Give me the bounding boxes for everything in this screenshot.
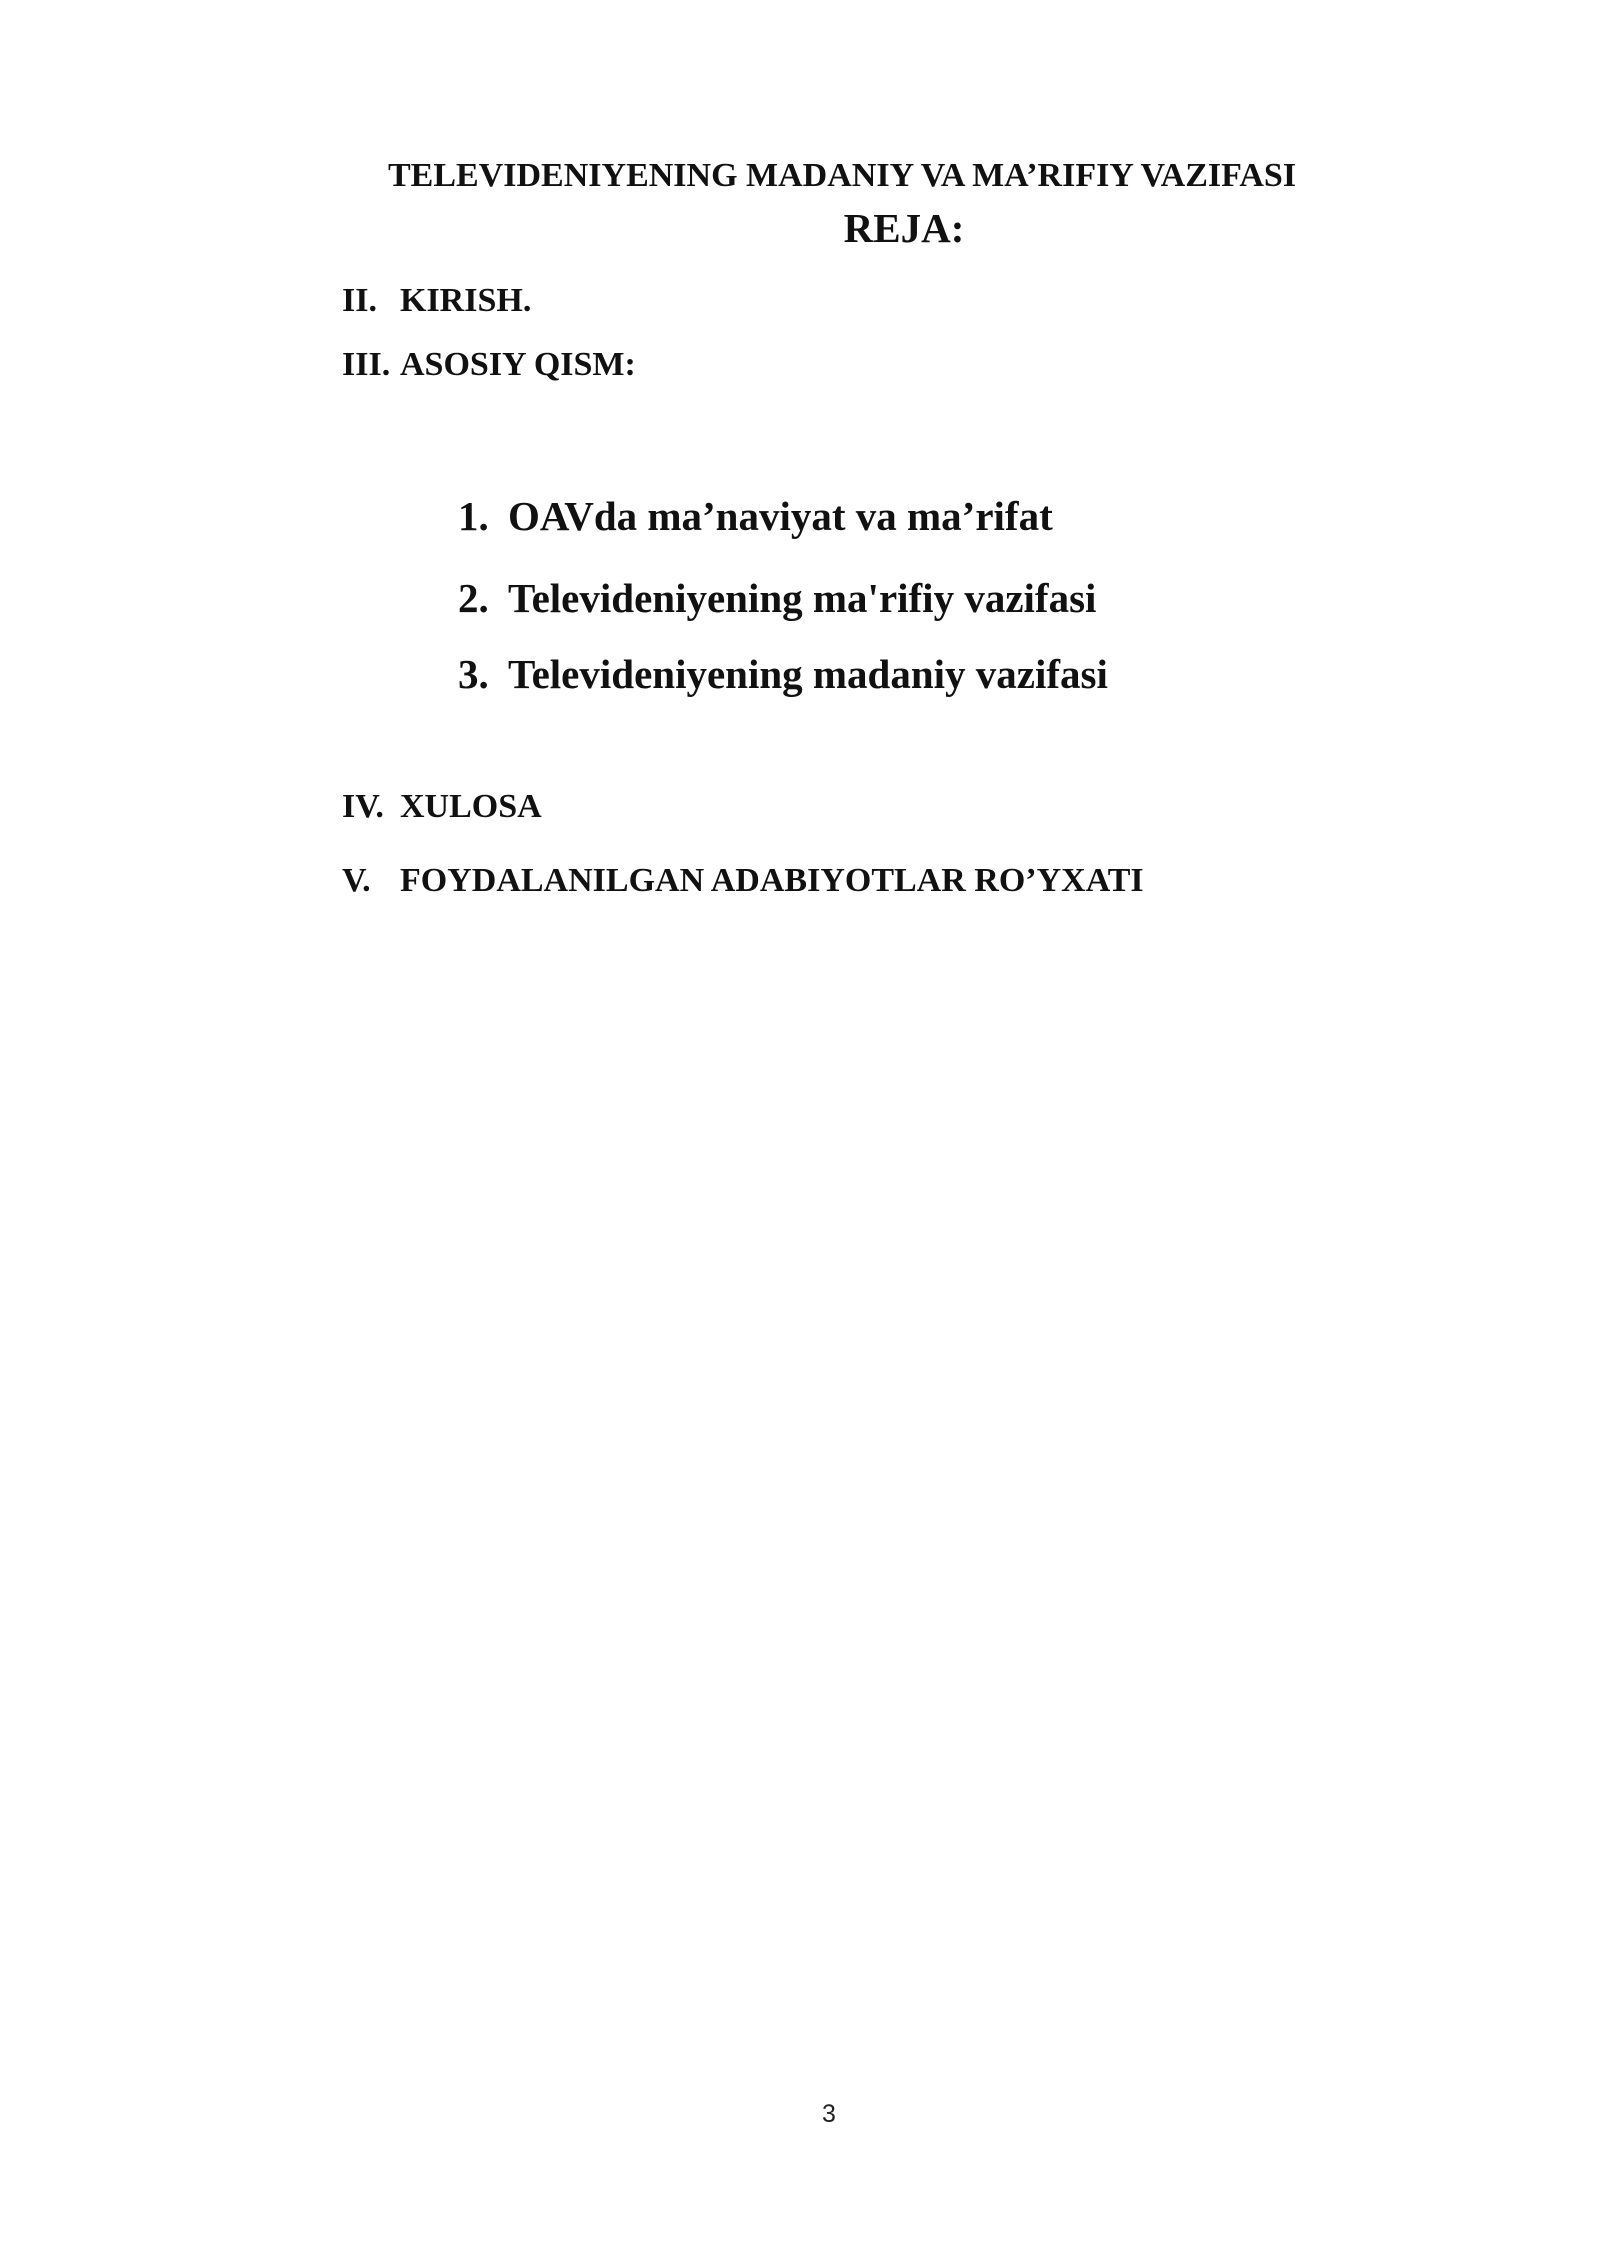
subsection-number: 2. [458, 575, 489, 621]
subsection-item-3 [458, 644, 1108, 704]
toc-item-number: II. [342, 282, 377, 319]
toc-item-label: FOYDALANILGAN ADABIYOTLAR RO’YXATI [400, 862, 1144, 899]
subsection-item-2 [458, 568, 1096, 628]
page-number: 3 [822, 2100, 836, 2128]
subsection-label: Televideniyening madaniy vazifasi [508, 651, 1108, 697]
document-title: TELEVIDENIYENING MADANIY VA MA’RIFIY VAZIFASI [388, 157, 1297, 194]
toc-item-label: KIRISH. [400, 282, 532, 319]
subsection-number: 3. [458, 651, 489, 697]
toc-item-label: ASOSIY QISM: [400, 346, 636, 383]
toc-item-label: XULOSA [400, 788, 542, 825]
toc-item-references [342, 856, 1144, 906]
subsection-label: Televideniyening ma'rifiy vazifasi [508, 575, 1097, 621]
toc-item-main-part [342, 340, 636, 390]
subsection-number: 1. [458, 493, 489, 539]
subsection-label: OAVda ma’naviyat va ma’rifat [508, 493, 1053, 539]
toc-item-number: III. [342, 346, 391, 383]
plan-heading: REJA: [843, 205, 965, 251]
toc-item-number: V. [342, 862, 371, 899]
toc-item-conclusion [342, 782, 542, 832]
subsection-item-1 [458, 486, 1053, 546]
toc-item-introduction [342, 276, 531, 326]
toc-item-number: IV. [342, 788, 384, 825]
